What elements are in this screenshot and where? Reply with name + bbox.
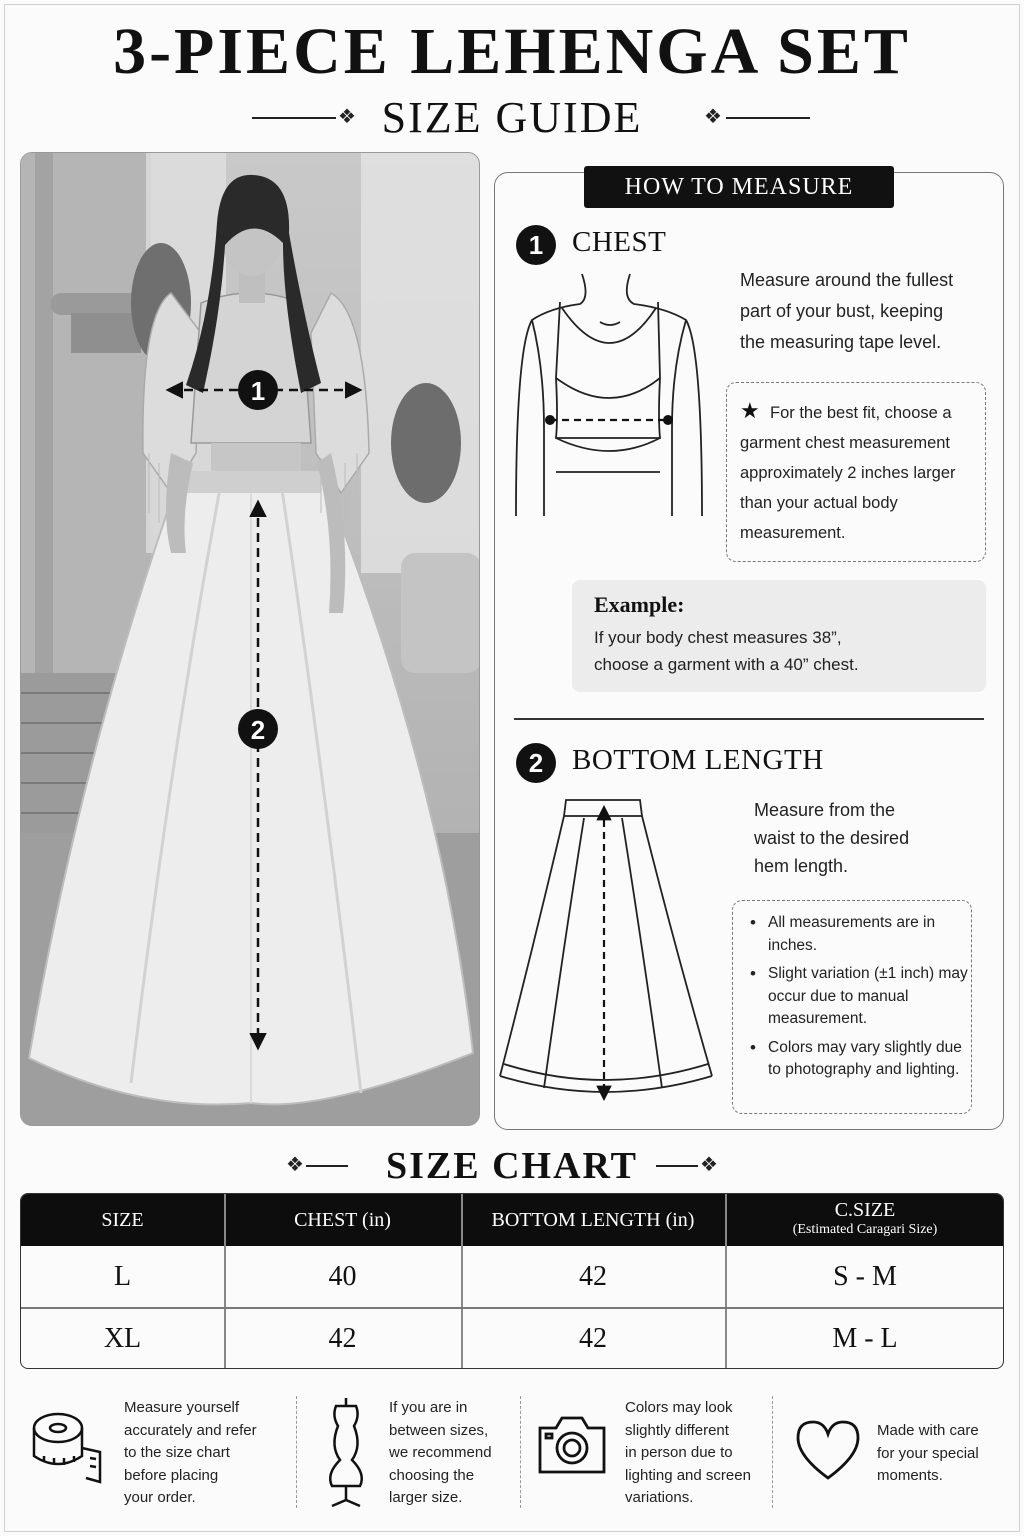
bottom-length-title: BOTTOM LENGTH — [572, 744, 824, 776]
tip-line: than your actual body — [740, 494, 898, 512]
chest-title: CHEST — [572, 226, 667, 258]
footer-line: Colors may look — [625, 1399, 733, 1416]
chart-ornament-icon-right: ❖ — [700, 1154, 718, 1176]
header-size: SIZE — [101, 1209, 144, 1231]
footer-line: moments. — [877, 1467, 943, 1484]
chart-ornament-line-right — [656, 1165, 698, 1167]
footer-line: lighting and screen — [625, 1466, 751, 1484]
footer-separator — [772, 1396, 773, 1508]
footer-line: larger size. — [389, 1489, 463, 1506]
tip-line: measurement. — [740, 524, 846, 542]
tip-line: For the best fit, choose a — [770, 404, 952, 422]
example-line: If your body chest measures 38”, — [594, 628, 842, 647]
chest-instruction-line: part of your bust, keeping — [740, 301, 944, 321]
header-csize-label: C.SIZE — [834, 1199, 896, 1221]
footer-tip-measure — [124, 1397, 257, 1510]
model-photo — [20, 152, 480, 1126]
footer-tip-sizes — [389, 1397, 492, 1510]
footer-line: in person due to — [625, 1444, 733, 1461]
footer-line: before placing — [124, 1466, 219, 1484]
cell-csize: S - M — [833, 1261, 897, 1292]
footer-line: your order. — [124, 1489, 196, 1506]
note-item: • Slight variation (±1 inch) may occur due to manual measurement. — [748, 963, 968, 1031]
footer-tip-colors — [625, 1397, 751, 1510]
chest-instruction-line: the measuring tape level. — [740, 332, 942, 352]
footer-line: Made with care — [877, 1422, 979, 1439]
header-chest: CHEST (in) — [294, 1209, 391, 1231]
cell-bottom-length: 42 — [579, 1323, 607, 1354]
footer-line: Measure yourself — [124, 1399, 240, 1416]
chart-ornament-icon-left: ❖ — [286, 1154, 304, 1176]
footer-line: we recommend — [389, 1444, 492, 1461]
measuring-tape-icon — [30, 1406, 106, 1486]
marker-2-label: 2 — [250, 715, 266, 745]
footer-line: accurately and refer — [124, 1421, 257, 1439]
star-icon: ★ — [740, 398, 760, 423]
table-header — [21, 1194, 1004, 1246]
how-to-measure-label: HOW TO MEASURE — [584, 166, 894, 208]
footer-line: choosing the — [389, 1466, 475, 1484]
notes-list — [748, 912, 968, 1088]
skirt-diagram-icon — [494, 794, 720, 1114]
size-chart-table — [20, 1193, 1004, 1369]
chest-diagram-icon — [510, 268, 710, 520]
footer-line: If you are in — [389, 1399, 468, 1416]
bottom-instruction-line: Measure from the — [754, 800, 896, 820]
cell-size: XL — [103, 1323, 142, 1354]
dress-form-icon — [322, 1396, 370, 1510]
cell-size: L — [113, 1261, 132, 1292]
footer-line: variations. — [625, 1489, 694, 1506]
footer-line: to the size chart — [124, 1444, 230, 1461]
chest-step-badge: 1 — [516, 225, 556, 265]
footer-line: slightly different — [625, 1421, 729, 1439]
header-bottom-length: BOTTOM LENGTH (in) — [491, 1209, 695, 1231]
fit-tip-text — [740, 398, 956, 548]
section-divider — [514, 718, 984, 720]
cell-chest: 40 — [328, 1261, 357, 1292]
footer-separator — [520, 1396, 521, 1508]
tip-line: approximately 2 inches larger — [740, 464, 956, 482]
note-item: • All measurements are in inches. — [748, 912, 968, 957]
cell-chest: 42 — [328, 1323, 357, 1354]
example-text — [594, 624, 859, 678]
ornament-icon-left: ❖ — [338, 106, 356, 128]
note-item: • Colors may vary slightly due to photography and lighting. — [748, 1037, 968, 1082]
cell-csize: M - L — [832, 1323, 898, 1354]
page-title: 3-PIECE LEHENGA SET — [113, 15, 911, 88]
bottom-step-badge: 2 — [516, 743, 556, 783]
size-chart-title: SIZE CHART — [385, 1145, 638, 1187]
measurement-guides — [21, 153, 480, 1126]
ornament-line-right — [726, 117, 810, 119]
bottom-instruction-line: waist to the desired — [754, 828, 910, 848]
page-subtitle: SIZE GUIDE — [381, 93, 643, 142]
example-line: choose a garment with a 40” chest. — [594, 655, 859, 674]
cell-bottom-length: 42 — [579, 1261, 607, 1292]
bottom-instructions — [754, 796, 909, 880]
footer-line: between sizes, — [389, 1421, 489, 1439]
footer-line: for your special — [877, 1444, 979, 1462]
bottom-instruction-line: hem length. — [754, 856, 849, 876]
header-csize — [725, 1194, 1004, 1246]
heart-icon — [794, 1418, 862, 1482]
footer-separator — [296, 1396, 297, 1508]
chest-instruction-line: Measure around the fullest — [740, 270, 954, 290]
camera-icon — [536, 1412, 608, 1476]
marker-1-label: 1 — [250, 376, 266, 406]
footer-tip-care — [877, 1420, 979, 1488]
header-csize-sub: (Estimated Caragari Size) — [792, 1222, 938, 1237]
ornament-icon-right: ❖ — [704, 106, 722, 128]
tip-line: garment chest measurement — [740, 434, 951, 452]
example-title: Example: — [594, 592, 685, 617]
chest-instructions — [740, 265, 953, 358]
